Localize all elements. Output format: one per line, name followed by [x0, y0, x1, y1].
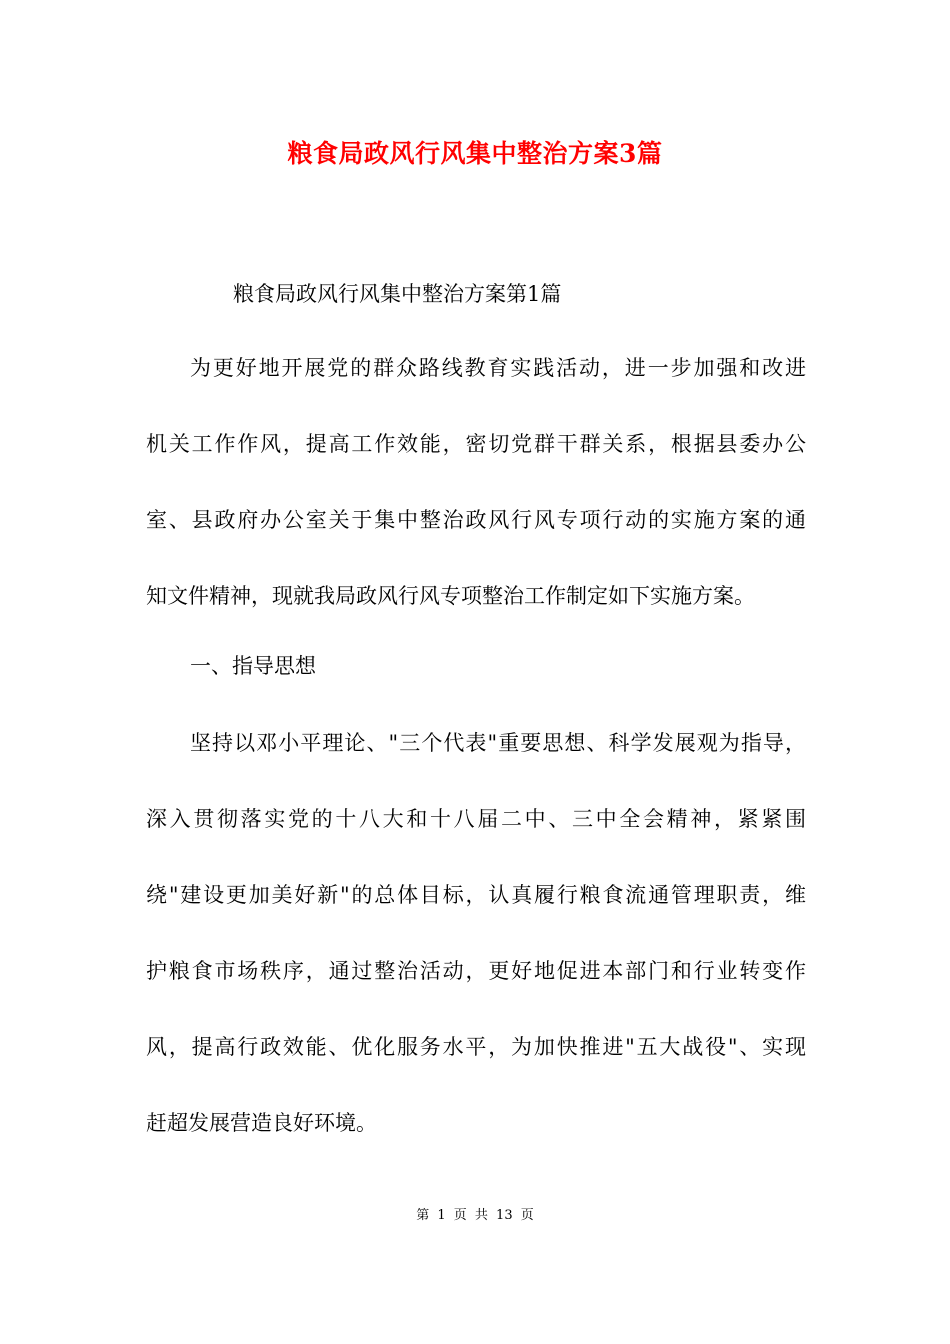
- paragraph-line: 室、县政府办公室关于集中整治政风行风专项行动的实施方案的通: [146, 508, 806, 532]
- paragraph-line: 绕"建设更加美好新"的总体目标，认真履行粮食流通管理职责，维: [146, 883, 806, 907]
- section-heading: 一、指导思想: [190, 654, 316, 678]
- paragraph-line: 深入贯彻落实党的十八大和十八届二中、三中全会精神，紧紧围: [146, 807, 806, 831]
- paragraph-line: 风，提高行政效能、优化服务水平，为加快推进"五大战役"、实现: [146, 1035, 806, 1059]
- paragraph-line: 护粮食市场秩序，通过整治活动，更好地促进本部门和行业转变作: [146, 959, 806, 983]
- section-subtitle: 粮食局政风行风集中整治方案第1篇: [233, 282, 562, 306]
- paragraph-line: 为更好地开展党的群众路线教育实践活动，进一步加强和改进: [190, 356, 806, 380]
- paragraph-line: 知文件精神，现就我局政风行风专项整治工作制定如下实施方案。: [146, 584, 755, 608]
- paragraph-line: 坚持以邓小平理论、"三个代表"重要思想、科学发展观为指导，: [190, 731, 806, 755]
- guiding-thought-paragraph: [146, 727, 806, 1183]
- paragraph-line: 赶超发展营造良好环境。: [146, 1111, 377, 1135]
- page-footer: 第 1 页 共 13 页: [416, 1208, 534, 1223]
- paragraph-line: 机关工作作风，提高工作效能，密切党群干群关系，根据县委办公: [146, 432, 806, 456]
- intro-paragraph: [146, 352, 806, 656]
- document-title: 粮食局政风行风集中整治方案3篇: [287, 139, 663, 168]
